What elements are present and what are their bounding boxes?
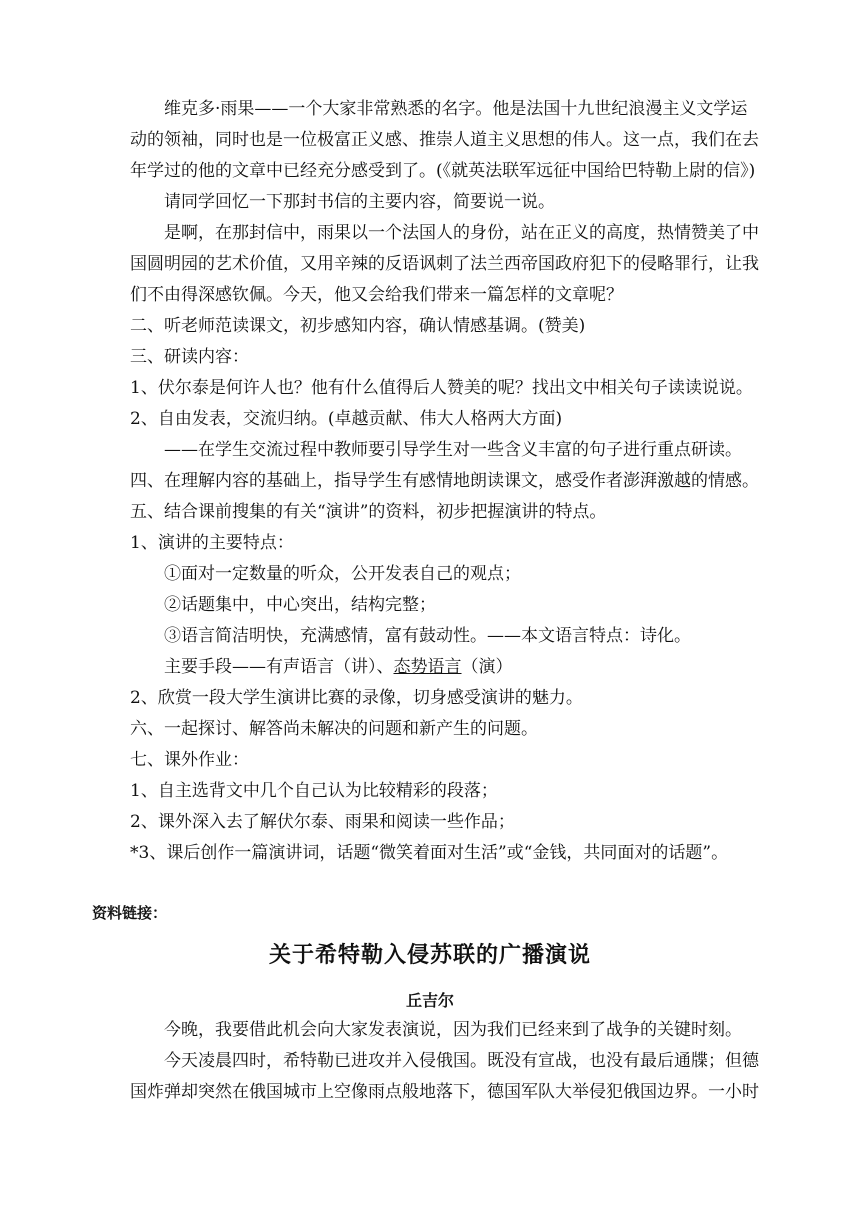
list-item: 2、欣赏一段大学生演讲比赛的录像，切身感受演讲的魅力。 (130, 688, 583, 708)
speech-line: 今晚，我要借此机会向大家发表演说，因为我们已经来到了战争的关键时刻。 (164, 1020, 742, 1040)
means-underlined: 态势语言 (393, 657, 462, 677)
list-item: ③语言简洁明快，充满感情，富有鼓动性。——本文语言特点：诗化。 (164, 626, 691, 646)
list-item: ②话题集中，中心突出，结构完整； (164, 595, 436, 615)
means-line (164, 656, 804, 678)
paragraph-line: 国圆明园的艺术价值，又用辛辣的反语讽刺了法兰西帝国政府犯下的侵略罪行，让我 (130, 254, 759, 274)
paragraph-line: 年学过的他的文章中已经充分感受到了。(《就英法联军远征中国给巴特勒上尉的信》) (130, 161, 756, 181)
speech-author: 丘吉尔 (405, 991, 454, 1010)
section-heading: 四、在理解内容的基础上，指导学生有感情地朗读课文，感受作者澎湃激越的情感。 (130, 471, 759, 491)
speech-line: 今天凌晨四时，希特勒已进攻并入侵俄国。既没有宣战，也没有最后通牒；但德 (164, 1051, 759, 1071)
section-heading: 七、课外作业： (130, 750, 249, 770)
speech-title: 关于希特勒入侵苏联的广播演说 (268, 943, 591, 968)
paragraph-line: ——在学生交流过程中教师要引导学生对一些含义丰富的句子进行重点研读。 (164, 440, 742, 460)
list-item: ①面对一定数量的听众，公开发表自己的观点； (164, 564, 521, 584)
list-item: *3、课后创作一篇演讲词，话题“微笑着面对生活”或“金钱，共同面对的话题”。 (130, 843, 729, 863)
paragraph-line: 维克多·雨果——一个大家非常熟悉的名字。他是法国十九世纪浪漫主义文学运 (164, 99, 748, 119)
speech-line: 国炸弹却突然在俄国城市上空像雨点般地落下，德国军队大举侵犯俄国边界。一小时 (130, 1082, 759, 1102)
list-item: 1、演讲的主要特点： (130, 533, 294, 553)
means-prefix: 主要手段——有声语言（讲）、 (164, 657, 394, 677)
section-heading: 三、研读内容： (130, 347, 249, 367)
section-heading: 二、听老师范读课文，初步感知内容，确认情感基调。(赞美) (130, 316, 586, 336)
list-item: 1、自主选背文中几个自己认为比较精彩的段落； (130, 781, 498, 801)
paragraph-line: 请同学回忆一下那封书信的主要内容，简要说一说。 (164, 192, 555, 212)
list-item: 1、伏尔泰是何许人也？他有什么值得后人赞美的呢？找出文中相关句子读读说说。 (130, 378, 753, 398)
paragraph-line: 动的领袖，同时也是一位极富正义感、推崇人道主义思想的伟人。这一点，我们在去 (130, 130, 759, 150)
resource-link-label: 资料链接： (92, 904, 168, 922)
means-suffix: （演） (461, 657, 513, 677)
section-heading: 五、结合课前搜集的有关“演讲”的资料，初步把握演讲的特点。 (130, 502, 607, 522)
paragraph-line: 是啊，在那封信中，雨果以一个法国人的身份，站在正义的高度，热情赞美了中 (164, 223, 759, 243)
list-item: 2、自由发表，交流归纳。(卓越贡献、伟大人格两大方面) (130, 409, 563, 429)
list-item: 2、课外深入去了解伏尔泰、雨果和阅读一些作品； (130, 812, 515, 832)
section-heading: 六、一起探讨、解答尚未解决的问题和新产生的问题。 (130, 719, 538, 739)
paragraph-line: 们不由得深感钦佩。今天，他又会给我们带来一篇怎样的文章呢？ (130, 285, 623, 305)
